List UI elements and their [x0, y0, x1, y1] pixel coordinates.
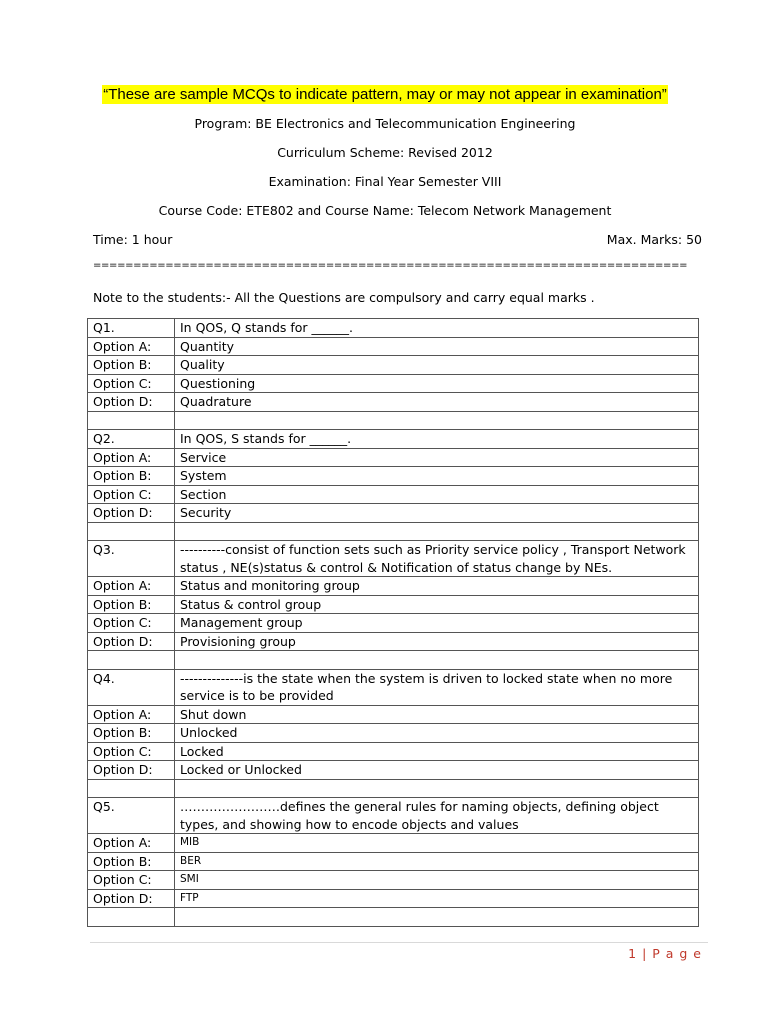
spacer-row-text [175, 779, 699, 798]
spacer-row-label [88, 779, 175, 798]
option-row-text: Questioning [175, 374, 699, 393]
option-row-label: Option C: [88, 742, 175, 761]
spacer-row-text [175, 908, 699, 927]
option-row-text: MIB [175, 834, 699, 853]
option-row-text: Unlocked [175, 724, 699, 743]
option-row-label: Option A: [88, 705, 175, 724]
option-row-text: Provisioning group [175, 632, 699, 651]
option-row [88, 852, 699, 871]
page-number: 1 | P a g e [628, 946, 702, 961]
question-row [88, 430, 699, 449]
option-row-label: Option A: [88, 448, 175, 467]
option-row [88, 871, 699, 890]
spacer-row-text [175, 651, 699, 670]
option-row-label: Option A: [88, 577, 175, 596]
option-row-text: Section [175, 485, 699, 504]
spacer-row [88, 651, 699, 670]
question-row-text: ----------consist of function sets such as Priority service policy , Transport Network status , NE(s)status & control & Notification of status change by NEs. [175, 541, 699, 577]
option-row-label: Option C: [88, 614, 175, 633]
course-line: Course Code: ETE802 and Course Name: Telecom Network Management [158, 203, 612, 218]
option-row [88, 393, 699, 412]
question-row-text: ……………………defines the general rules for naming objects, defining object types, and showing how to encode objects and values [175, 798, 699, 834]
option-row-text: SMI [175, 871, 699, 890]
option-row [88, 595, 699, 614]
option-row-label: Option B: [88, 595, 175, 614]
option-row [88, 889, 699, 908]
spacer-row [88, 779, 699, 798]
spacer-row-label [88, 651, 175, 670]
option-row-label: Option D: [88, 393, 175, 412]
option-row-text: Quality [175, 356, 699, 375]
question-row-label: Q4. [88, 669, 175, 705]
option-row-label: Option B: [88, 724, 175, 743]
option-row-label: Option C: [88, 374, 175, 393]
option-row-label: Option C: [88, 485, 175, 504]
option-row [88, 724, 699, 743]
option-row-text: Locked [175, 742, 699, 761]
option-row-text: Management group [175, 614, 699, 633]
option-row [88, 356, 699, 375]
option-row [88, 742, 699, 761]
option-row-label: Option D: [88, 761, 175, 780]
option-row [88, 337, 699, 356]
option-row-text: Quantity [175, 337, 699, 356]
separator-line: ========================================================================== [93, 260, 688, 271]
question-row [88, 669, 699, 705]
option-row [88, 577, 699, 596]
option-row [88, 705, 699, 724]
option-row [88, 485, 699, 504]
option-row [88, 761, 699, 780]
spacer-row [88, 411, 699, 430]
disclaimer-line [0, 86, 770, 103]
question-row [88, 541, 699, 577]
spacer-row [88, 522, 699, 541]
time-label: Time: 1 hour [93, 232, 173, 247]
question-row-text: --------------is the state when the system is driven to locked state when no more service is to be provided [175, 669, 699, 705]
option-row [88, 504, 699, 523]
exam-line: Examination: Final Year Semester VIII [268, 174, 502, 189]
option-row-text: Quadrature [175, 393, 699, 412]
max-marks-label: Max. Marks: 50 [606, 232, 702, 247]
question-row-label: Q2. [88, 430, 175, 449]
question-row-label: Q5. [88, 798, 175, 834]
option-row-label: Option B: [88, 356, 175, 375]
question-row-text: In QOS, S stands for ______. [175, 430, 699, 449]
option-row-label: Option B: [88, 852, 175, 871]
option-row-text: BER [175, 852, 699, 871]
option-row [88, 632, 699, 651]
option-row-text: FTP [175, 889, 699, 908]
option-row-label: Option C: [88, 871, 175, 890]
option-row-text: Security [175, 504, 699, 523]
spacer-row-label [88, 522, 175, 541]
spacer-row [88, 908, 699, 927]
option-row-text: Status and monitoring group [175, 577, 699, 596]
option-row [88, 834, 699, 853]
option-row-label: Option B: [88, 467, 175, 486]
program-line: Program: BE Electronics and Telecommunication Engineering [194, 116, 576, 131]
option-row-label: Option D: [88, 632, 175, 651]
option-row-text: Status & control group [175, 595, 699, 614]
question-row-text: In QOS, Q stands for ______. [175, 319, 699, 338]
option-row-text: Locked or Unlocked [175, 761, 699, 780]
scheme-line: Curriculum Scheme: Revised 2012 [277, 145, 493, 160]
disclaimer-text: “These are sample MCQs to indicate pattern, may or may not appear in examination” [103, 86, 667, 103]
option-row-text: Service [175, 448, 699, 467]
spacer-row-text [175, 522, 699, 541]
option-row-label: Option D: [88, 889, 175, 908]
option-row-label: Option A: [88, 337, 175, 356]
question-row-label: Q3. [88, 541, 175, 577]
option-row-label: Option D: [88, 504, 175, 523]
option-row-text: Shut down [175, 705, 699, 724]
footer-rule [90, 942, 708, 943]
option-row-label: Option A: [88, 834, 175, 853]
option-row [88, 448, 699, 467]
spacer-row-label [88, 411, 175, 430]
question-row [88, 798, 699, 834]
question-row [88, 319, 699, 338]
option-row [88, 467, 699, 486]
spacer-row-text [175, 411, 699, 430]
question-row-label: Q1. [88, 319, 175, 338]
option-row-text: System [175, 467, 699, 486]
mcq-table [87, 318, 699, 927]
option-row [88, 374, 699, 393]
student-note: Note to the students:- All the Questions are compulsory and carry equal marks . [93, 290, 595, 305]
option-row [88, 614, 699, 633]
spacer-row-label [88, 908, 175, 927]
